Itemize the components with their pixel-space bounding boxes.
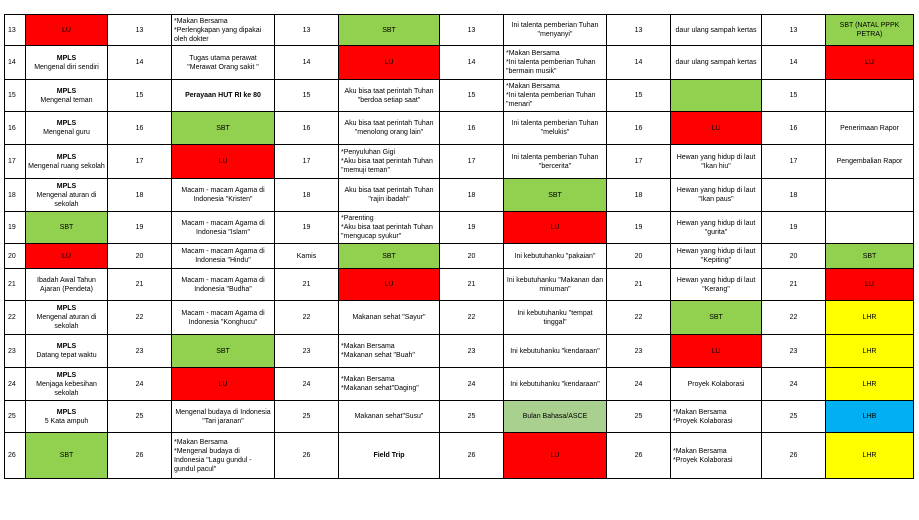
date-cell: 25	[607, 401, 671, 433]
cell-text-line: SBT	[382, 252, 396, 260]
activity-cell	[504, 145, 607, 179]
row-number-cell: 24	[5, 368, 26, 401]
row-number-cell: 20	[5, 244, 26, 269]
date-cell: 23	[762, 335, 826, 368]
cell-text-line: *Ini talenta pemberian Tuhan "menari"	[506, 92, 596, 108]
activity-cell	[339, 269, 440, 301]
row-number-cell: 19	[5, 212, 26, 244]
date-cell: 26	[762, 433, 826, 479]
date-cell: 25	[108, 401, 172, 433]
activity-cell	[26, 15, 108, 46]
cell-text-line: Makanan sehat "Sayur"	[352, 314, 426, 321]
cell-text-line: Tugas utama perawat "Merawat Orang sakit "	[187, 54, 259, 71]
date-cell: 25	[440, 401, 504, 433]
activity-cell	[339, 46, 440, 80]
date-cell: 15	[108, 80, 172, 112]
cell-text-line: MPLS	[56, 153, 77, 161]
date-cell: 18	[607, 179, 671, 212]
date-cell: 17	[440, 145, 504, 179]
activity-cell	[504, 301, 607, 335]
cell-text-line: SBT	[862, 252, 877, 260]
table-row	[5, 368, 914, 401]
date-cell: 20	[607, 244, 671, 269]
activity-cell	[26, 145, 108, 179]
activity-cell	[826, 368, 914, 401]
activity-cell	[504, 15, 607, 46]
activity-cell	[671, 269, 762, 301]
activity-cell	[826, 301, 914, 335]
row-number-cell: 22	[5, 301, 26, 335]
activity-cell	[671, 401, 762, 433]
activity-cell	[504, 46, 607, 80]
activity-cell	[172, 433, 275, 479]
cell-text-line: LU	[218, 380, 228, 388]
cell-text-line: MPLS	[56, 54, 77, 62]
date-cell: 23	[607, 335, 671, 368]
activity-cell	[671, 179, 762, 212]
cell-text-line: *Aku bisa taat perintah Tuhan "memuji teman"	[341, 158, 433, 174]
activity-cell	[504, 335, 607, 368]
activity-cell	[671, 335, 762, 368]
date-cell: 24	[108, 368, 172, 401]
date-cell: 15	[762, 80, 826, 112]
date-cell: 26	[275, 433, 339, 479]
cell-text-line: *Makan Bersama	[174, 438, 228, 446]
cell-text-line: SBT	[548, 191, 562, 199]
cell-text-line: 5 Kata ampuh	[44, 417, 89, 425]
date-cell: 24	[762, 368, 826, 401]
row-number-cell: 15	[5, 80, 26, 112]
date-cell: 15	[440, 80, 504, 112]
table-row	[5, 301, 914, 335]
date-cell: 26	[440, 433, 504, 479]
date-cell: 13	[607, 15, 671, 46]
cell-text-line: *Proyek Kolaborasi	[673, 417, 733, 425]
cell-text-line: Hewan yang hidup di laut "Kerang"	[676, 276, 756, 293]
date-cell: 16	[440, 112, 504, 145]
cell-text-line: MPLS	[56, 371, 77, 379]
cell-text-line: LHR	[862, 452, 877, 459]
activity-cell	[26, 433, 108, 479]
activity-cell	[671, 46, 762, 80]
date-cell: 19	[108, 212, 172, 244]
cell-text-line: MPLS	[56, 343, 77, 350]
date-cell: 18	[762, 179, 826, 212]
cell-text-line: Hewan yang hidup di laut "Ikan hiu"	[676, 153, 756, 170]
date-cell: 14	[275, 46, 339, 80]
activity-cell	[504, 433, 607, 479]
cell-text-line: Macam - macam Agama di Indonesia "Islam"	[181, 219, 265, 236]
cell-text-line: *Makan Bersama	[506, 50, 560, 57]
date-cell: 13	[762, 15, 826, 46]
cell-text-line: LHR	[862, 314, 877, 321]
row-number-cell: 26	[5, 433, 26, 479]
cell-text-line: LU	[865, 59, 874, 66]
date-cell: 15	[607, 80, 671, 112]
cell-text-line: LHB	[862, 413, 877, 420]
cell-text-line: Ini kebutuhanku "Makanan dan minuman"	[506, 276, 604, 293]
activity-cell	[172, 335, 275, 368]
cell-text-line: *Proyek Kolaborasi	[673, 456, 733, 464]
cell-text-line: *Makan Bersama	[673, 408, 727, 416]
date-cell: 15	[275, 80, 339, 112]
activity-cell	[671, 244, 762, 269]
cell-text-line: Pengembalian Rapor	[836, 158, 903, 165]
date-cell: 26	[108, 433, 172, 479]
date-cell: 16	[607, 112, 671, 145]
cell-text-line: Mengenal aturan di sekolah	[36, 314, 97, 330]
activity-cell	[671, 301, 762, 335]
table-row	[5, 46, 914, 80]
cell-text-line: Ini kebutuhanku "tempat tinggal"	[517, 309, 593, 326]
table-row	[5, 15, 914, 46]
cell-text-line: Mengenal diri sendiri	[34, 63, 99, 71]
activity-cell	[671, 368, 762, 401]
cell-text-line: SBT	[59, 452, 74, 459]
date-cell: 18	[108, 179, 172, 212]
activity-cell	[826, 212, 914, 244]
activity-cell	[504, 212, 607, 244]
date-cell: 23	[275, 335, 339, 368]
cell-text-line: Proyek Kolaborasi	[687, 380, 745, 388]
date-cell: 24	[440, 368, 504, 401]
cell-text-line: *Makan Bersama	[673, 447, 727, 455]
activity-cell	[504, 112, 607, 145]
activity-cell	[826, 244, 914, 269]
cell-text-line: LU	[218, 158, 228, 165]
date-cell: 14	[762, 46, 826, 80]
date-cell: 21	[607, 269, 671, 301]
cell-text-line: SBT	[709, 314, 723, 321]
row-number-cell: 25	[5, 401, 26, 433]
cell-text-line: Macam - macam Agama di Indonesia "Kristen"	[181, 187, 265, 203]
cell-text-line: Aku bisa taat perintah Tuhan "berdoa setiap saat"	[344, 87, 434, 104]
activity-cell	[826, 112, 914, 145]
activity-cell	[26, 112, 108, 145]
cell-text-line: Aku bisa taat perintah Tuhan "menolong orang lain"	[344, 120, 434, 136]
date-cell: 21	[108, 269, 172, 301]
cell-text-line: Hewan yang hidup di laut "Kepiting"	[676, 248, 756, 264]
date-cell: 23	[108, 335, 172, 368]
table-row	[5, 244, 914, 269]
cell-text-line: Hewan yang hidup di laut "gurita"	[676, 219, 756, 236]
date-cell: 19	[607, 212, 671, 244]
row-number-cell: 21	[5, 269, 26, 301]
cell-text-line: *Parenting	[341, 215, 374, 222]
cell-text-line: *Penyuluhan Gigi	[341, 149, 396, 156]
activity-cell	[504, 368, 607, 401]
cell-text-line: Datang tepat waktu	[36, 352, 97, 359]
activity-cell	[671, 433, 762, 479]
cell-text-line: Macam - macam Agama di Indonesia "Hindu"	[181, 248, 265, 264]
table-row	[5, 112, 914, 145]
activity-cell	[826, 15, 914, 46]
date-cell: 14	[108, 46, 172, 80]
activity-cell	[826, 179, 914, 212]
cell-text-line: SBT	[382, 26, 396, 34]
date-cell: 22	[108, 301, 172, 335]
cell-text-line: Field Trip	[373, 452, 405, 459]
cell-text-line: LU	[550, 452, 560, 459]
date-cell: 21	[275, 269, 339, 301]
date-cell: 17	[275, 145, 339, 179]
date-cell: 23	[440, 335, 504, 368]
cell-text-line: Mengenal teman	[40, 96, 93, 104]
date-cell: 16	[275, 112, 339, 145]
activity-cell	[26, 269, 108, 301]
activity-cell	[172, 212, 275, 244]
activity-cell	[339, 433, 440, 479]
schedule-body	[5, 15, 914, 479]
cell-text-line: SBT	[216, 347, 230, 355]
activity-cell	[26, 46, 108, 80]
date-cell: 17	[108, 145, 172, 179]
cell-text-line: LU	[62, 26, 71, 34]
activity-cell	[172, 368, 275, 401]
date-cell: 22	[607, 301, 671, 335]
activity-cell	[339, 145, 440, 179]
date-cell: 25	[275, 401, 339, 433]
date-cell: 19	[762, 212, 826, 244]
cell-text-line: daur ulang sampah kertas	[675, 59, 757, 66]
activity-cell	[671, 15, 762, 46]
date-cell: 18	[440, 179, 504, 212]
cell-text-line: Hewan yang hidup di laut "Ikan paus"	[676, 187, 756, 203]
date-cell: 13	[108, 15, 172, 46]
activity-cell	[504, 179, 607, 212]
activity-cell	[339, 368, 440, 401]
cell-text-line: LU	[711, 347, 721, 355]
cell-text-line: Mengenal aturan di sekolah	[36, 191, 97, 208]
activity-cell	[671, 212, 762, 244]
date-cell: 26	[607, 433, 671, 479]
cell-text-line: *Makan Bersama	[506, 83, 560, 90]
cell-text-line: MPLS	[56, 87, 77, 95]
cell-text-line: Mengenal budaya di Indonesia "Tari jaranan"	[175, 408, 271, 425]
activity-cell	[504, 80, 607, 112]
activity-cell	[339, 15, 440, 46]
table-row	[5, 145, 914, 179]
activity-cell	[172, 112, 275, 145]
cell-text-line: Ini kebutuhanku "pakaian"	[514, 252, 596, 260]
cell-text-line: Aku bisa taat perintah Tuhan "rajin ibadah"	[344, 187, 434, 203]
cell-text-line: MPLS	[56, 182, 77, 190]
activity-cell	[826, 80, 914, 112]
activity-cell	[504, 269, 607, 301]
cell-text-line: Menjaga kebesihan sekolah	[36, 380, 97, 397]
row-number-cell: 16	[5, 112, 26, 145]
date-cell: 20	[762, 244, 826, 269]
cell-text-line: *Perlengkapan yang dipakai oleh dokter	[174, 26, 262, 43]
cell-text-line: Bulan Bahasa/ASCE	[522, 413, 588, 420]
cell-text-line: *Makan Bersama	[341, 376, 395, 383]
activity-cell	[339, 401, 440, 433]
cell-text-line: LU	[711, 124, 721, 132]
cell-text-line: Ini talenta pemberian Tuhan "menyanyi"	[511, 22, 599, 38]
activity-cell	[172, 401, 275, 433]
cell-text-line: MPLS	[56, 305, 77, 312]
activity-cell	[26, 212, 108, 244]
cell-text-line: Makanan sehat"Susu"	[354, 413, 424, 420]
cell-text-line: Macam - macam Agama di Indonesia "Konghucu"	[181, 309, 265, 326]
date-cell: Kamis	[275, 244, 339, 269]
date-cell: 21	[440, 269, 504, 301]
activity-cell	[339, 335, 440, 368]
cell-text-line: *Aku bisa taat perintah Tuhan "mengucap syukur"	[341, 224, 433, 240]
activity-cell	[826, 335, 914, 368]
row-number-cell: 13	[5, 15, 26, 46]
cell-text-line: LHR	[862, 347, 877, 355]
row-number-cell: 23	[5, 335, 26, 368]
cell-text-line: LU	[550, 224, 560, 231]
cell-text-line: daur ulang sampah kertas	[675, 26, 757, 34]
activity-cell	[172, 80, 275, 112]
cell-text-line: *Makan Bersama	[174, 17, 228, 25]
date-cell: 24	[607, 368, 671, 401]
activity-cell	[172, 145, 275, 179]
cell-text-line: *Makanan sehat"Daging"	[341, 385, 419, 392]
cell-text-line: Ini talenta pemberian Tuhan "melukis"	[511, 120, 599, 136]
activity-cell	[504, 401, 607, 433]
row-number-cell: 17	[5, 145, 26, 179]
cell-text-line: SBT	[59, 224, 74, 231]
activity-cell	[339, 80, 440, 112]
row-number-cell: 18	[5, 179, 26, 212]
date-cell: 18	[275, 179, 339, 212]
date-cell: 20	[440, 244, 504, 269]
cell-text-line: LU	[384, 59, 394, 66]
activity-cell	[826, 401, 914, 433]
cell-text-line: Ini talenta pemberian Tuhan "bercerita"	[511, 153, 599, 170]
table-row	[5, 433, 914, 479]
cell-text-line: LHR	[862, 380, 877, 388]
cell-text-line: Ini kebutuhanku "kendaraan"	[510, 380, 600, 388]
date-cell: 25	[762, 401, 826, 433]
cell-text-line: Mengenal ruang sekolah	[28, 162, 105, 170]
date-cell: 20	[108, 244, 172, 269]
date-cell: 17	[607, 145, 671, 179]
table-row	[5, 212, 914, 244]
cell-text-line: Perayaan HUT RI ke 80	[185, 92, 261, 99]
cell-text-line: Macam - macam Agama di Indonesia "Budha"	[181, 276, 265, 293]
activity-cell	[339, 179, 440, 212]
cell-text-line: *Makan Bersama	[341, 343, 395, 350]
activity-cell	[504, 244, 607, 269]
date-cell: 14	[607, 46, 671, 80]
date-cell: 16	[762, 112, 826, 145]
date-cell: 22	[440, 301, 504, 335]
table-row	[5, 335, 914, 368]
activity-cell	[339, 301, 440, 335]
cell-text-line: MPLS	[56, 408, 77, 416]
cell-text-line: Ibadah Awal Tahun Ajaran (Pendeta)	[37, 276, 96, 293]
date-cell: 13	[440, 15, 504, 46]
cell-text-line: LU	[384, 281, 394, 288]
cell-text-line: Ini kebutuhanku "kendaraan"	[510, 347, 600, 355]
date-cell: 24	[275, 368, 339, 401]
cell-text-line: Mengenal guru	[43, 129, 90, 136]
activity-cell	[26, 179, 108, 212]
activity-cell	[26, 335, 108, 368]
table-row	[5, 80, 914, 112]
activity-cell	[172, 244, 275, 269]
date-cell: 13	[275, 15, 339, 46]
date-cell: 21	[762, 269, 826, 301]
activity-cell	[172, 301, 275, 335]
date-cell: 17	[762, 145, 826, 179]
schedule-table	[4, 14, 914, 479]
date-cell: 14	[440, 46, 504, 80]
activity-cell	[26, 80, 108, 112]
table-row	[5, 401, 914, 433]
date-cell: 16	[108, 112, 172, 145]
activity-cell	[172, 15, 275, 46]
activity-cell	[826, 46, 914, 80]
row-number-cell: 14	[5, 46, 26, 80]
activity-cell	[671, 145, 762, 179]
cell-text-line: *Mengenal budaya di Indonesia "Lagu gundul - gundul pacul"	[174, 447, 252, 473]
table-row	[5, 269, 914, 301]
cell-text-line: SBT (NATAL PPPK PETRA)	[839, 22, 900, 38]
date-cell: 19	[275, 212, 339, 244]
activity-cell	[26, 401, 108, 433]
activity-cell	[172, 179, 275, 212]
activity-cell	[339, 212, 440, 244]
cell-text-line: *Ini talenta pemberian Tuhan "bermain musik"	[506, 59, 596, 75]
cell-text-line: LU	[865, 281, 874, 288]
activity-cell	[172, 46, 275, 80]
activity-cell	[26, 301, 108, 335]
cell-text-line: LU	[62, 252, 71, 260]
cell-text-line: *Makanan sehat "Buah"	[341, 352, 415, 359]
activity-cell	[172, 269, 275, 301]
activity-cell	[339, 244, 440, 269]
cell-text-line: SBT	[216, 124, 230, 132]
cell-text-line: Penerimaan Rapor	[840, 124, 899, 132]
date-cell: 22	[275, 301, 339, 335]
activity-cell	[826, 269, 914, 301]
activity-cell	[671, 80, 762, 112]
activity-cell	[826, 433, 914, 479]
cell-text-line: MPLS	[56, 120, 77, 127]
activity-cell	[671, 112, 762, 145]
table-row	[5, 179, 914, 212]
activity-cell	[26, 368, 108, 401]
date-cell: 19	[440, 212, 504, 244]
activity-cell	[339, 112, 440, 145]
date-cell: 22	[762, 301, 826, 335]
activity-cell	[26, 244, 108, 269]
activity-cell	[826, 145, 914, 179]
